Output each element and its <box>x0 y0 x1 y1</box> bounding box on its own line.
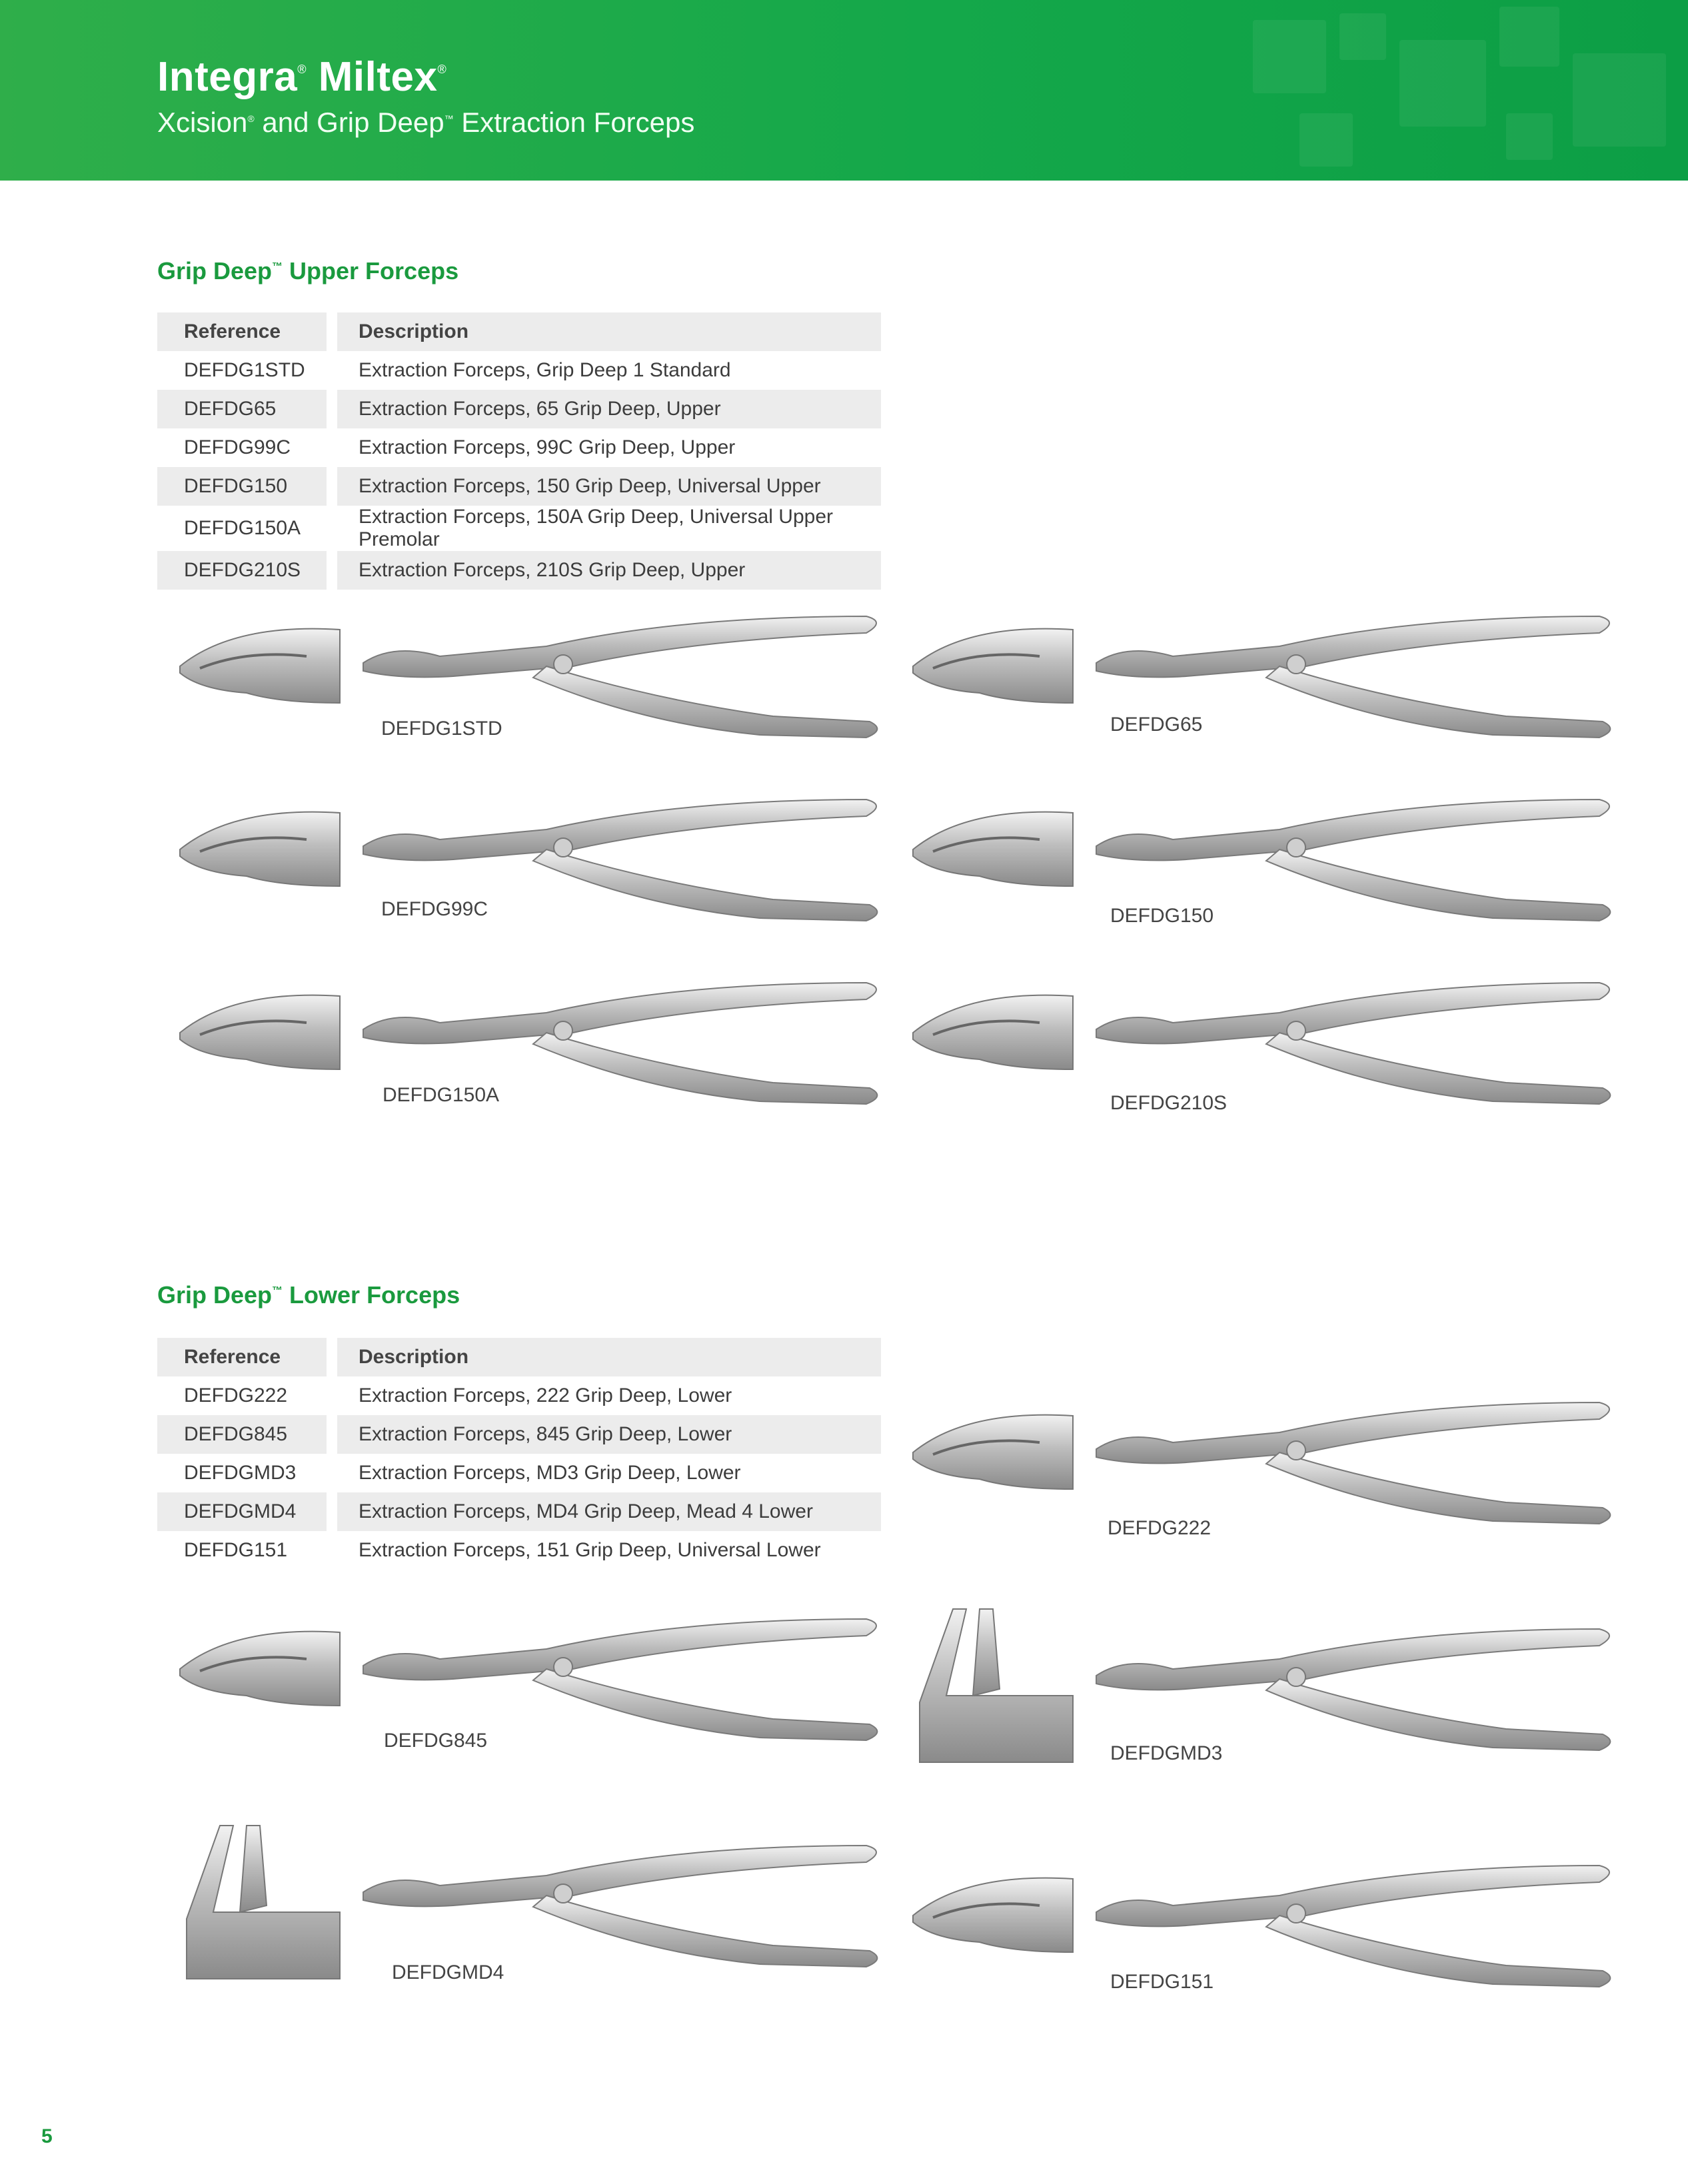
reference-cell: DEFDG845 <box>157 1415 327 1454</box>
product-image-defdg65 <box>906 603 1613 770</box>
lower-section-title <box>157 1281 460 1309</box>
description-cell: Extraction Forceps, 845 Grip Deep, Lower <box>337 1415 881 1454</box>
table-row <box>157 390 881 428</box>
description-cell: Extraction Forceps, 150 Grip Deep, Universal Upper <box>337 467 881 506</box>
product-image-defdgmd3 <box>906 1596 1613 1789</box>
product-label: DEFDG222 <box>1108 1517 1212 1539</box>
forceps-illustration <box>173 1812 880 2005</box>
forceps-illustration <box>906 1596 1613 1789</box>
forceps-hinge <box>554 838 572 857</box>
forceps-lower-handle <box>533 1033 877 1104</box>
forceps-upper-handle <box>363 616 876 677</box>
forceps-illustration <box>906 1852 1613 2019</box>
reference-cell: DEFDGMD4 <box>157 1492 327 1531</box>
forceps-illustration <box>173 969 880 1136</box>
forceps-lower-handle <box>1266 849 1610 921</box>
forceps-hinge <box>1287 1668 1305 1686</box>
description-cell: Extraction Forceps, 99C Grip Deep, Upper <box>359 436 736 458</box>
description-cell: Extraction Forceps, 222 Grip Deep, Lower <box>359 1384 732 1406</box>
subtitle-part: and Grip Deep <box>254 107 444 138</box>
title-text: Grip Deep <box>157 1281 273 1309</box>
product-image-defdg222 <box>906 1389 1613 1556</box>
product-label: DEFDGMD3 <box>1110 1742 1223 1764</box>
table-row <box>157 1454 881 1492</box>
product-label: DEFDG150A <box>383 1084 500 1106</box>
decorative-square <box>1573 53 1666 147</box>
column-header-reference: Reference <box>157 312 327 351</box>
table-row <box>157 351 881 390</box>
product-label: DEFDG151 <box>1110 1971 1214 1993</box>
forceps-upper-handle <box>1096 616 1609 677</box>
table-row <box>157 1531 881 1570</box>
forceps-hinge <box>1287 1904 1305 1923</box>
table-header-row <box>157 1338 881 1376</box>
description-cell: Extraction Forceps, 150A Grip Deep, Universal Upper Premolar <box>359 506 833 550</box>
decorative-square <box>1253 20 1326 93</box>
upper-reference-table <box>157 312 881 590</box>
header-subtitle <box>157 107 694 139</box>
subtitle-part: Xcision <box>157 107 248 138</box>
forceps-upper-handle <box>363 1846 876 1906</box>
product-label: DEFDG65 <box>1110 714 1203 736</box>
product-image-defdg845 <box>173 1606 880 1772</box>
product-label: DEFDG99C <box>381 898 488 920</box>
forceps-illustration <box>906 786 1613 953</box>
forceps-illustration <box>173 786 880 953</box>
decorative-square <box>1339 13 1386 60</box>
forceps-upper-handle <box>363 983 876 1043</box>
forceps-lower-handle <box>533 666 877 738</box>
forceps-upper-handle <box>363 1619 876 1680</box>
registered-mark: ® <box>437 63 447 76</box>
registered-mark: ® <box>297 63 307 76</box>
trademark-mark: ™ <box>272 1285 283 1297</box>
header-banner <box>0 0 1688 181</box>
product-image-defdg151 <box>906 1852 1613 2019</box>
reference-cell: DEFDG150 <box>157 467 327 506</box>
product-image-defdg1std <box>173 603 880 770</box>
product-label: DEFDG210S <box>1110 1092 1228 1114</box>
forceps-lower-handle <box>533 1669 877 1740</box>
reference-cell: DEFDG210S <box>157 551 327 590</box>
table-row <box>157 1376 881 1415</box>
forceps-lower-handle <box>1266 1679 1610 1750</box>
forceps-hinge <box>554 1658 572 1676</box>
table-row <box>157 428 881 467</box>
forceps-hinge <box>1287 655 1305 674</box>
forceps-illustration <box>906 969 1613 1136</box>
forceps-hinge <box>554 1021 572 1040</box>
description-cell: Extraction Forceps, MD4 Grip Deep, Mead 4 Lower <box>337 1492 881 1531</box>
column-header-reference: Reference <box>157 1338 327 1376</box>
brand-product: Miltex <box>318 54 438 100</box>
description-cell: Extraction Forceps, 65 Grip Deep, Upper <box>337 390 881 428</box>
description-cell: Extraction Forceps, MD3 Grip Deep, Lower <box>359 1462 741 1484</box>
forceps-hinge <box>1287 1021 1305 1040</box>
reference-cell: DEFDG99C <box>184 436 291 458</box>
product-label: DEFDG1STD <box>381 718 502 740</box>
product-image-defdg210s <box>906 969 1613 1136</box>
product-image-defdg99c <box>173 786 880 953</box>
title-text: Grip Deep <box>157 257 273 284</box>
table-row <box>157 467 881 506</box>
decorative-square <box>1499 7 1559 67</box>
page-number: 5 <box>41 2125 53 2147</box>
column-header-description: Description <box>337 312 881 351</box>
decorative-square <box>1506 113 1553 160</box>
forceps-upper-handle <box>1096 800 1609 860</box>
forceps-beak <box>240 1826 267 1912</box>
reference-cell: DEFDG151 <box>184 1539 288 1561</box>
forceps-lower-handle <box>533 1896 877 1967</box>
table-row <box>157 1492 881 1531</box>
description-cell: Extraction Forceps, Grip Deep 1 Standard <box>359 359 731 381</box>
table-row <box>157 1415 881 1454</box>
forceps-lower-handle <box>1266 666 1610 738</box>
product-image-defdg150 <box>906 786 1613 953</box>
product-label: DEFDG150 <box>1110 905 1214 927</box>
forceps-lower-handle <box>533 849 877 921</box>
forceps-hinge <box>1287 1441 1305 1460</box>
product-label: DEFDG845 <box>384 1730 488 1752</box>
decorative-square <box>1299 113 1353 167</box>
forceps-upper-handle <box>1096 1866 1609 1926</box>
forceps-lower-handle <box>1266 1452 1610 1524</box>
subtitle-part: Extraction Forceps <box>453 107 695 138</box>
forceps-illustration <box>173 603 880 770</box>
table-header-row <box>157 312 881 351</box>
forceps-illustration <box>906 603 1613 770</box>
trademark-mark: ™ <box>272 261 283 273</box>
reference-cell: DEFDGMD3 <box>184 1462 297 1484</box>
description-cell: Extraction Forceps, 210S Grip Deep, Upper <box>337 551 881 590</box>
forceps-lower-handle <box>1266 1915 1610 1987</box>
reference-cell: DEFDG150A <box>184 517 301 539</box>
table-row <box>157 551 881 590</box>
title-text: Lower Forceps <box>283 1281 460 1309</box>
reference-cell: DEFDG1STD <box>184 359 305 381</box>
brand-logo <box>157 53 446 101</box>
forceps-hinge <box>554 655 572 674</box>
brand-name: Integra <box>157 54 298 100</box>
forceps-hinge <box>554 1884 572 1903</box>
forceps-hinge <box>1287 838 1305 857</box>
product-label: DEFDGMD4 <box>392 1961 504 1983</box>
forceps-upper-handle <box>363 800 876 860</box>
description-cell: Extraction Forceps, 151 Grip Deep, Universal Lower <box>359 1539 821 1561</box>
decorative-square <box>1399 40 1486 127</box>
product-image-defdg150a <box>173 969 880 1136</box>
forceps-illustration <box>173 1606 880 1772</box>
forceps-illustration <box>906 1389 1613 1556</box>
forceps-upper-handle <box>1096 983 1609 1043</box>
forceps-lower-handle <box>1266 1033 1610 1104</box>
forceps-beak <box>973 1609 1000 1696</box>
reference-cell: DEFDG65 <box>157 390 327 428</box>
reference-cell: DEFDG222 <box>184 1384 288 1406</box>
title-text: Upper Forceps <box>283 257 459 284</box>
forceps-upper-handle <box>1096 1629 1609 1690</box>
registered-mark: ® <box>247 113 255 124</box>
product-image-defdgmd4 <box>173 1812 880 2005</box>
column-header-description: Description <box>337 1338 881 1376</box>
trademark-mark: ™ <box>444 113 454 124</box>
forceps-upper-handle <box>1096 1402 1609 1463</box>
lower-reference-table <box>157 1338 881 1570</box>
table-row <box>157 506 881 551</box>
upper-section-title <box>157 257 458 285</box>
